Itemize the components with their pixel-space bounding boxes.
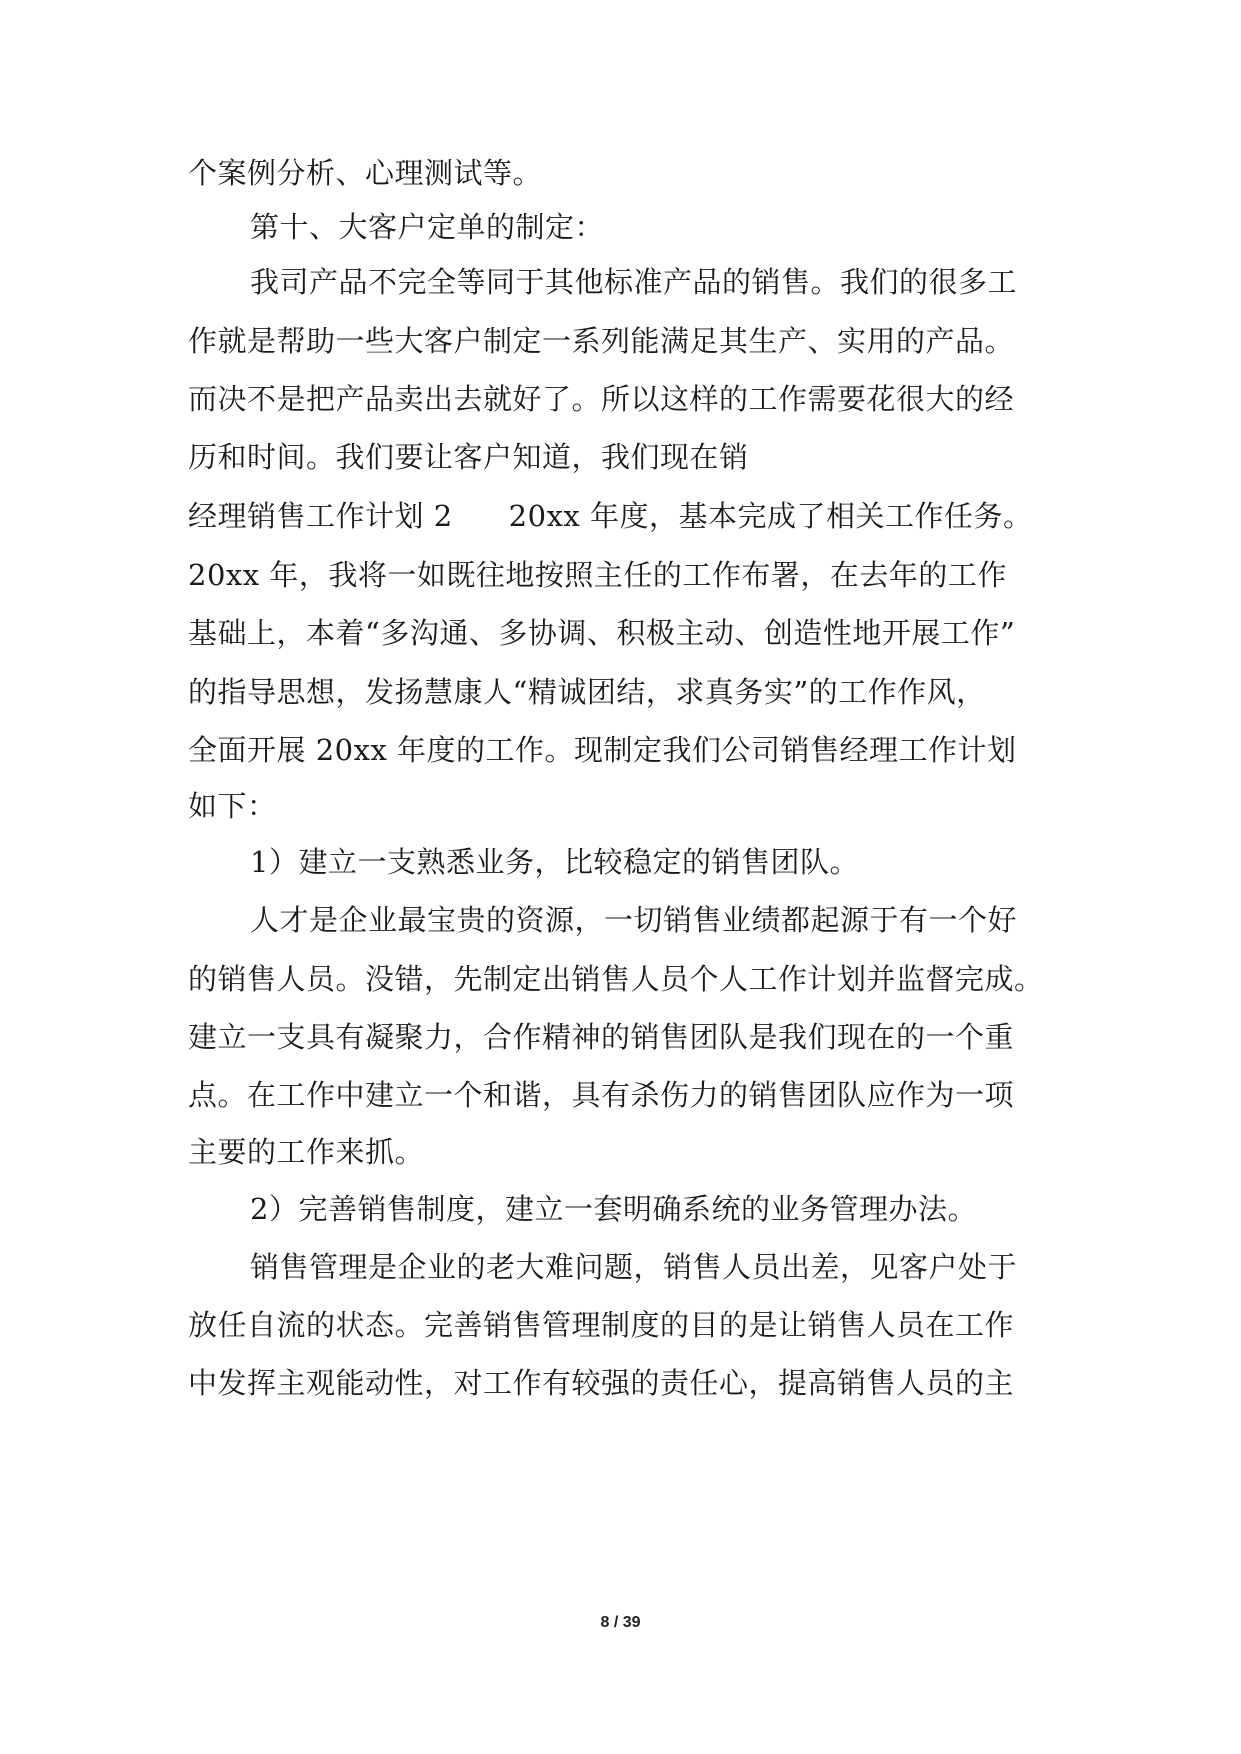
text-line: 建立一支具有凝聚力，合作精神的销售团队是我们现在的一个重 bbox=[188, 1020, 1015, 1054]
text-line: 基础上，本着“多沟通、多协调、积极主动、创造性地开展工作” bbox=[188, 616, 1016, 650]
text-line: 我司产品不完全等同于其他标准产品的销售。我们的很多工 bbox=[250, 265, 1018, 299]
text-line: 个案例分析、心理测试等。 bbox=[188, 156, 543, 190]
text-line: 如下： bbox=[188, 789, 277, 823]
page-number: 8 / 39 bbox=[600, 1614, 641, 1631]
list-item-heading: 1）建立一支熟悉业务，比较稳定的销售团队。 bbox=[250, 845, 859, 879]
text-line: 的销售人员。没错，先制定出销售人员个人工作计划并监督完成。 bbox=[188, 962, 1044, 996]
text-segment: 20xx 年度，基本完成了相关工作任务。 bbox=[508, 499, 1033, 533]
text-line: 人才是企业最宝贵的资源，一切销售业绩都起源于有一个好 bbox=[250, 903, 1018, 937]
plan-title: 经理销售工作计划 2 bbox=[188, 499, 453, 533]
text-line: 中发挥主观能动性，对工作有较强的责任心，提高销售人员的主 bbox=[188, 1366, 1015, 1400]
text-line: 20xx 年，我将一如既往地按照主任的工作布署，在去年的工作 bbox=[188, 558, 1007, 592]
text-line: 作就是帮助一些大客户制定一系列能满足其生产、实用的产品。 bbox=[188, 324, 1015, 358]
text-line: 全面开展 20xx 年度的工作。现制定我们公司销售经理工作计划 bbox=[188, 733, 1017, 767]
text-line: 历和时间。我们要让客户知道，我们现在销 bbox=[188, 440, 749, 474]
list-item-heading: 2）完善销售制度，建立一套明确系统的业务管理办法。 bbox=[250, 1192, 977, 1226]
text-line: 而决不是把产品卖出去就好了。所以这样的工作需要花很大的经 bbox=[188, 382, 1015, 416]
text-line: 点。在工作中建立一个和谐，具有杀伤力的销售团队应作为一项 bbox=[188, 1078, 1015, 1112]
text-line: 主要的工作来抓。 bbox=[188, 1135, 425, 1169]
text-line: 销售管理是企业的老大难问题，销售人员出差，见客户处于 bbox=[250, 1250, 1018, 1284]
section-heading: 第十、大客户定单的制定： bbox=[250, 210, 605, 244]
text-line: 放任自流的状态。完善销售管理制度的目的是让销售人员在工作 bbox=[188, 1308, 1015, 1342]
text-line: 的指导思想，发扬慧康人“精诚团结，求真务实”的工作作风， bbox=[188, 675, 986, 709]
text-line bbox=[188, 496, 1068, 536]
